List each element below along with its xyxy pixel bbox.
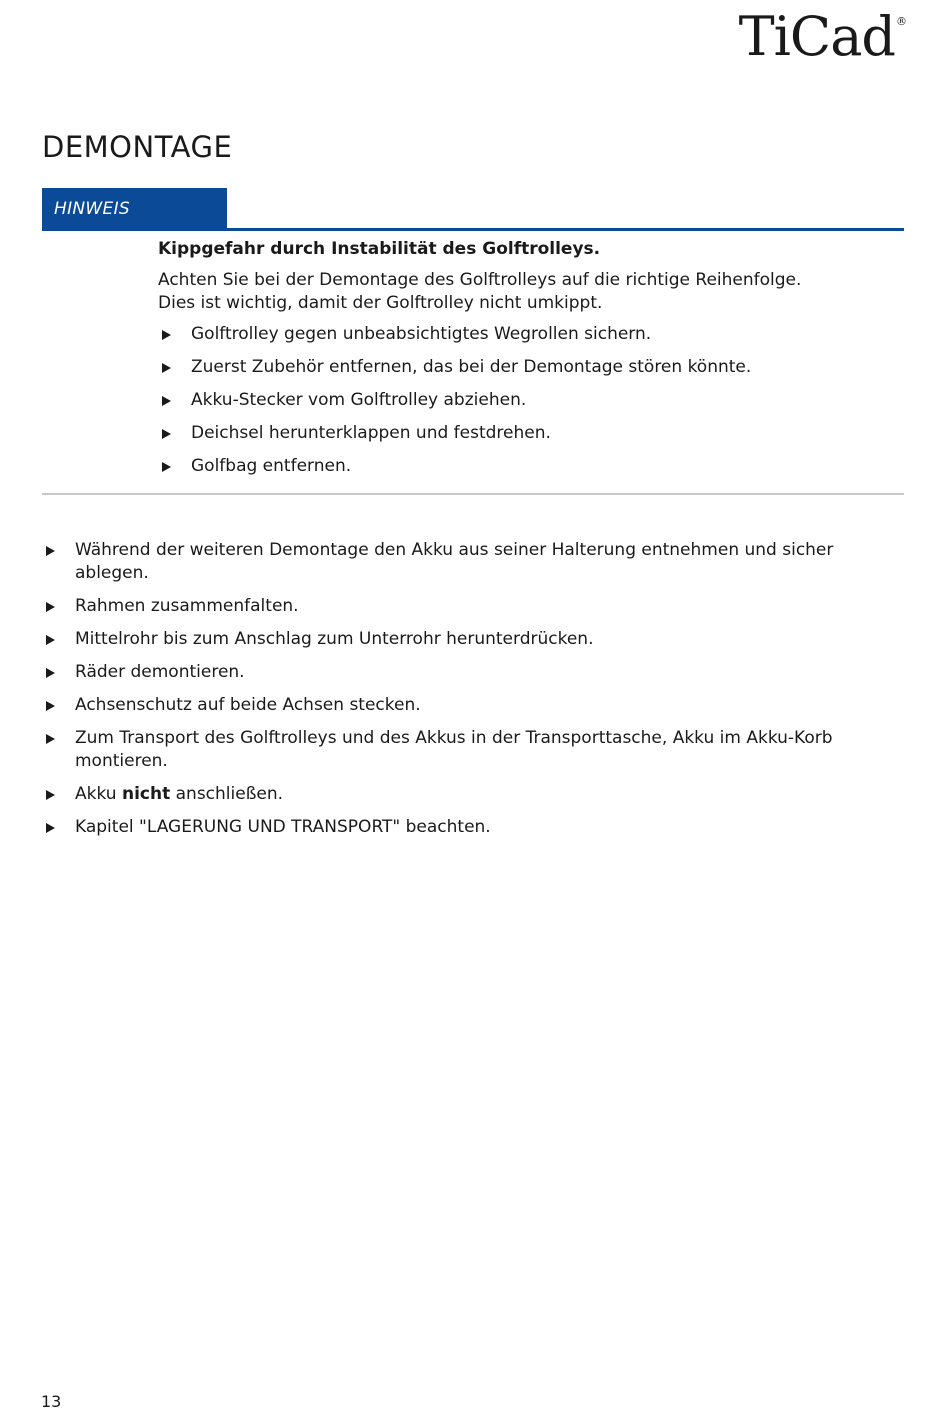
list-item [42, 694, 912, 717]
bullet-arrow-icon [46, 635, 55, 645]
bullet-arrow-icon [46, 546, 55, 556]
bullet-arrow-icon [46, 823, 55, 833]
emphasis-text: nicht [121, 784, 171, 804]
list-item [158, 422, 898, 445]
list-item [158, 356, 898, 379]
notice-label-bar [42, 188, 227, 231]
bullet-arrow-icon [162, 330, 171, 340]
bullet-arrow-icon [46, 734, 55, 744]
list-item-text: Zuerst Zubehör entfernen, das bei der Demontage stören könnte. [191, 357, 752, 377]
notice-heading: Kippgefahr durch Instabilität des Golftrolleys. [158, 239, 601, 259]
list-item-text [75, 784, 283, 804]
list-item-text: Golftrolley gegen unbeabsichtigtes Wegrollen sichern. [191, 324, 652, 344]
brand-logo-text: TiCad [738, 5, 895, 68]
bullet-arrow-icon [162, 462, 171, 472]
registered-mark: ® [896, 15, 907, 28]
list-item-text: Akku-Stecker vom Golftrolley abziehen. [191, 390, 527, 410]
list-item-text: Golfbag entfernen. [191, 456, 352, 476]
notice-text-line: Achten Sie bei der Demontage des Golftrolleys auf die richtige Reihenfolge. [158, 270, 802, 290]
list-item-text: Mittelrohr bis zum Anschlag zum Unterrohr herunterdrücken. [75, 629, 594, 649]
bullet-arrow-icon [162, 363, 171, 373]
brand-logo [738, 5, 907, 68]
page-number: 13 [41, 1392, 62, 1411]
notice-label: HINWEIS [54, 199, 130, 219]
list-item-text: Deichsel herunterklappen und festdrehen. [191, 423, 551, 443]
list-item [42, 661, 912, 684]
notice-text [158, 269, 898, 315]
bullet-arrow-icon [162, 429, 171, 439]
list-item-text: Achsenschutz auf beide Achsen stecken. [75, 695, 421, 715]
notice-step-list [158, 323, 898, 478]
text-segment: Akku [75, 784, 122, 804]
bullet-arrow-icon [46, 790, 55, 800]
list-item [158, 323, 898, 346]
notice-top-rule [42, 228, 904, 231]
bullet-arrow-icon [46, 701, 55, 711]
notice-text-line: Dies ist wichtig, damit der Golftrolley nicht umkippt. [158, 293, 603, 313]
list-item-text: Kapitel "LAGERUNG UND TRANSPORT" beachten. [75, 817, 491, 837]
step-list [42, 539, 912, 839]
list-item [42, 816, 912, 839]
list-item [42, 783, 912, 806]
list-item-text: Räder demontieren. [75, 662, 245, 682]
list-item [42, 628, 912, 651]
list-item [42, 539, 912, 585]
page-title: DEMONTAGE [42, 130, 233, 164]
list-item [42, 595, 912, 618]
bullet-arrow-icon [46, 668, 55, 678]
list-item-text: Während der weiteren Demontage den Akku aus seiner Halterung entnehmen und sicher ablegen. [75, 540, 834, 583]
bullet-arrow-icon [46, 602, 55, 612]
text-segment: anschließen. [170, 784, 284, 804]
list-item [42, 727, 912, 773]
notice-bottom-rule [42, 493, 904, 495]
notice-body [158, 238, 898, 488]
bullet-arrow-icon [162, 396, 171, 406]
main-steps [42, 539, 912, 849]
list-item [158, 455, 898, 478]
list-item [158, 389, 898, 412]
list-item-text: Zum Transport des Golftrolleys und des Akkus in der Transporttasche, Akku im Akku-Korb montieren. [75, 728, 833, 771]
list-item-text: Rahmen zusammenfalten. [75, 596, 299, 616]
